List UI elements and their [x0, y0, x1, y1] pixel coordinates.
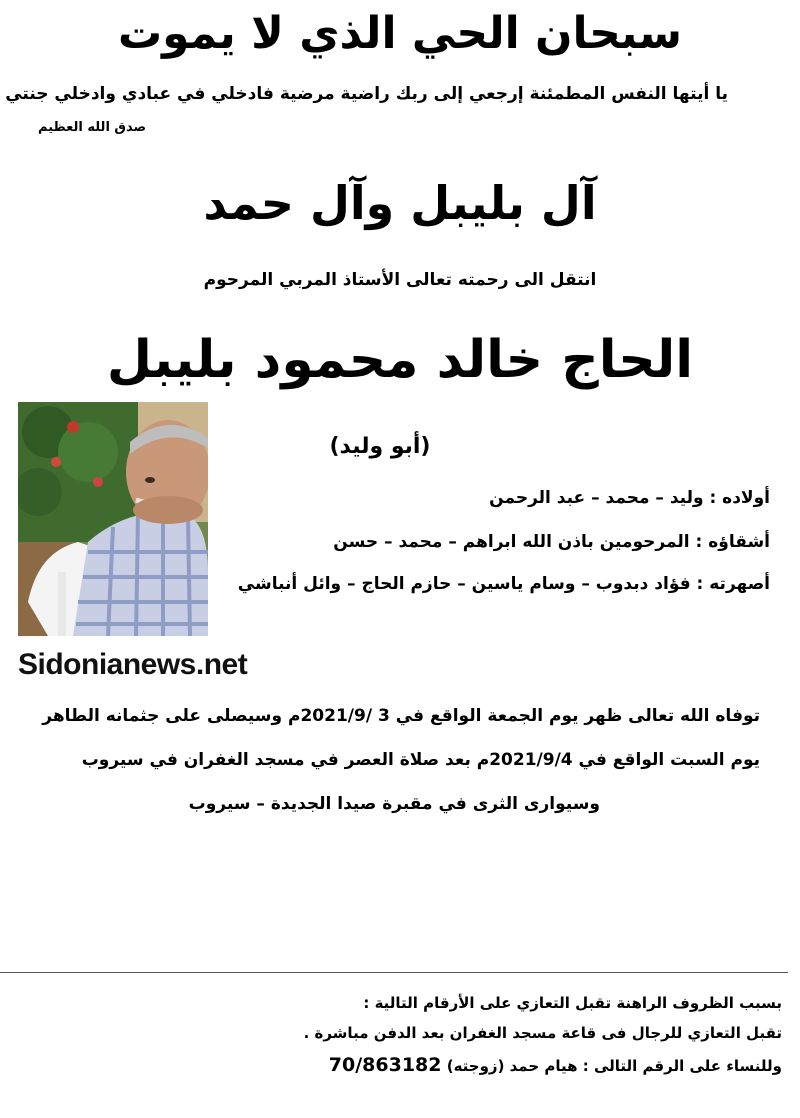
- quran-verse-ending: صدق الله العظيم: [38, 120, 147, 135]
- relatives-brothers: أشقاؤه : المرحومين باذن الله ابراهم – محمد – حسن: [333, 532, 770, 552]
- deceased-photo: [18, 402, 208, 636]
- deceased-kunya: (أبو وليد): [329, 434, 431, 459]
- relatives-in-laws: أصهرته : فؤاد دبدوب – وسام ياسين – حازم الحاج – وائل أنباشي: [237, 574, 770, 594]
- condolences-line-1: بسبب الظروف الراهنة تقبل التعازي على الأرقام التالية :: [363, 994, 782, 1012]
- condolences-line-2: تقبل التعازي للرجال فى قاعة مسجد الغفران بعد الدفن مباشرة .: [303, 1024, 782, 1042]
- quran-verse: يا أيتها النفس المطمئنة إرجعي إلى ربك راضية مرضية فادخلي في عبادي وادخلي جنتي: [5, 84, 728, 104]
- condolences-women-text: وللنساء على الرقم التالى : هيام حمد (زوجته): [446, 1057, 782, 1075]
- death-notice-line-3: وسيوارى الثرى في مقبرة صيدا الجديدة – سيروب: [188, 794, 600, 814]
- relatives-sons: أولاده : وليد – محمد – عبد الرحمن: [489, 488, 770, 508]
- announcement-intro: انتقل الى رحمته تعالى الأستاذ المربي المرحوم: [203, 270, 597, 290]
- deceased-name: الحاج خالد محمود بليبل: [106, 330, 694, 390]
- divider: [0, 972, 788, 973]
- watermark-logo: Sidonianews.net: [18, 648, 248, 681]
- header-title: سبحان الحي الذي لا يموت: [117, 8, 683, 59]
- family-name: آل بليبل وآل حمد: [203, 176, 597, 230]
- condolences-line-3: [329, 1054, 782, 1076]
- death-notice-line-1: توفاه الله تعالى ظهر يوم الجمعة الواقع في 3 /2021/9م وسيصلى على جثمانه الطاهر: [42, 706, 760, 726]
- condolences-phone: 70/863182: [328, 1054, 442, 1076]
- death-notice-line-2: يوم السبت الواقع في 2021/9/4م بعد صلاة العصر في مسجد الغفران في سيروب: [81, 750, 760, 770]
